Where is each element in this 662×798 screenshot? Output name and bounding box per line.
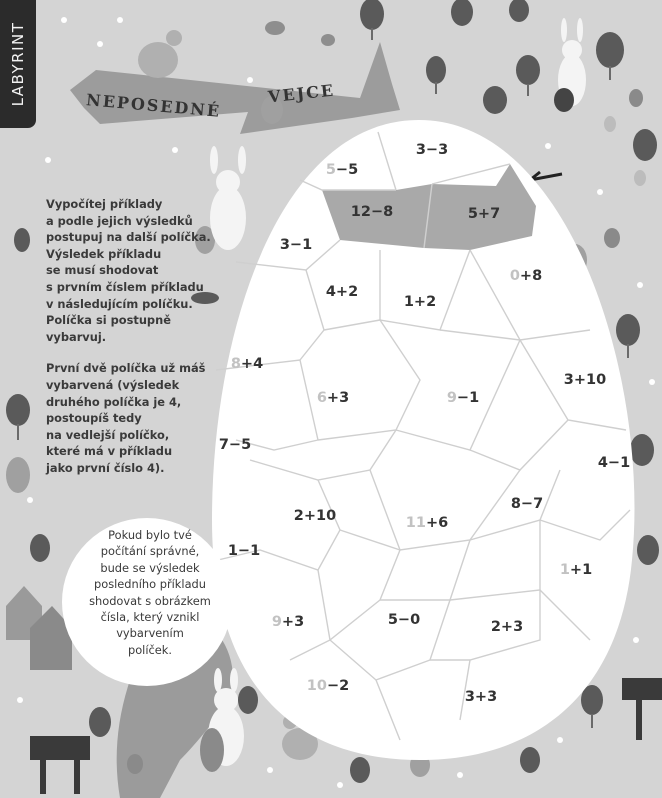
side-tab	[0, 0, 36, 128]
cell-7-5[interactable]: 7−5	[218, 437, 252, 453]
cell-1+1[interactable]: 1+1	[559, 562, 593, 578]
cell-2+10[interactable]: 2+10	[293, 508, 337, 524]
hint-bubble-text: Pokud bylo tvé počítání správné, bude se výsledek posledního příkladu shodovat s obrázkem čísla, který vznikl vybarvením políček.	[89, 528, 211, 657]
cell-4+2[interactable]: 4+2	[325, 284, 359, 300]
cell-11+6[interactable]: 11+6	[405, 515, 449, 531]
cell-5-0[interactable]: 5−0	[387, 612, 421, 628]
cell-8-7[interactable]: 8−7	[510, 496, 544, 512]
title-part-1: NEPOSEDNÉ	[85, 90, 222, 121]
instructions	[46, 196, 222, 492]
cell-5+7[interactable]: 5+7	[467, 206, 501, 222]
cell-4-1[interactable]: 4−1	[597, 455, 631, 471]
cell-3+10[interactable]: 3+10	[563, 372, 607, 388]
cell-12-8[interactable]: 12−8	[350, 204, 394, 220]
cell-9+3[interactable]: 9+3	[271, 614, 305, 630]
side-tab-label: LABYRINT	[9, 21, 27, 107]
instructions-paragraph-2: První dvě políčka už máš vybarvená (výsledek druhého políčka je 4, postoupíš tedy na vedlejší políčko, které má v příkladu jako první číslo 4).	[46, 361, 206, 475]
cell-2+3[interactable]: 2+3	[490, 619, 524, 635]
cell-3-3[interactable]: 3−3	[415, 142, 449, 158]
cell-6+3[interactable]: 6+3	[316, 390, 350, 406]
instructions-paragraph-1: Vypočítej příklady a podle jejich výsledků postupuj na další políčka. Výsledek příkladu se musí shodovat s prvním číslem příkladu v následujícím políčku. Políčka si postupně vybarvuj.	[46, 197, 211, 344]
cell-10-2[interactable]: 10−2	[306, 678, 350, 694]
cell-1+2[interactable]: 1+2	[403, 294, 437, 310]
cell-5-5[interactable]: 5−5	[325, 162, 359, 178]
cell-0+8[interactable]: 0+8	[509, 268, 543, 284]
cell-3+3[interactable]: 3+3	[464, 689, 498, 705]
cell-1-1[interactable]: 1−1	[227, 543, 261, 559]
title-part-2: VEJCE	[267, 80, 336, 107]
cell-3-1[interactable]: 3−1	[279, 237, 313, 253]
cell-9-1[interactable]: 9−1	[446, 390, 480, 406]
cell-8+4[interactable]: 8+4	[230, 356, 264, 372]
